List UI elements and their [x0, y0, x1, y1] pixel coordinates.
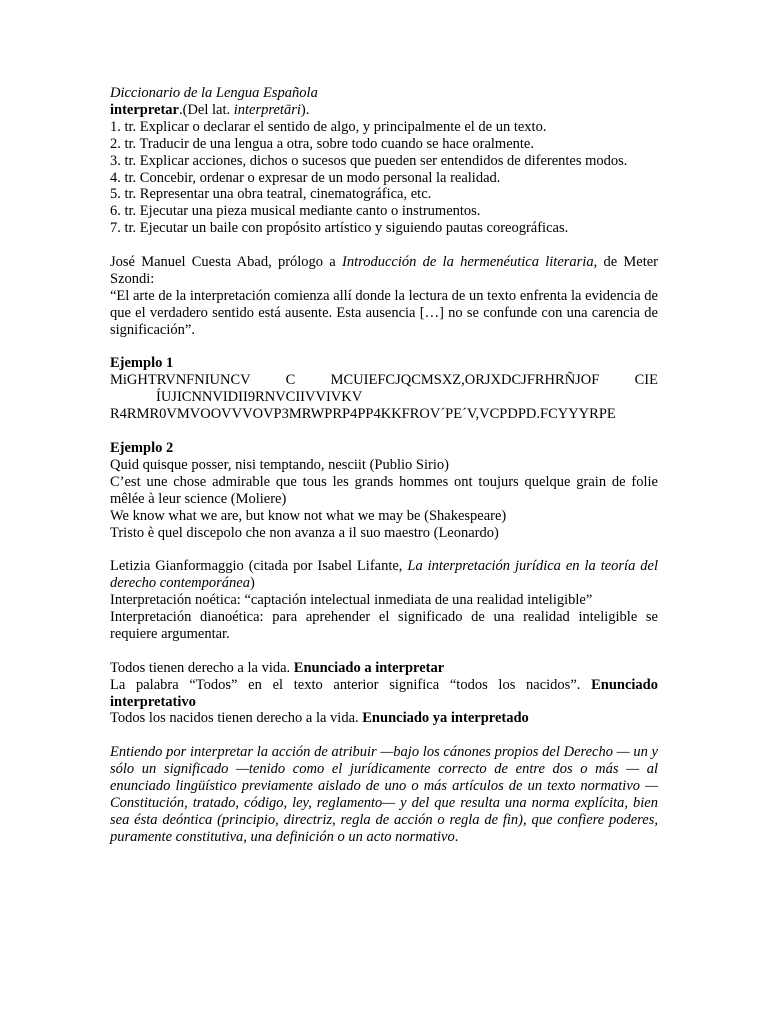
spacer [110, 339, 658, 356]
example-1-line: MiGHTRVNFNIUNCV C MCUIEFCJQCMSXZ,ORJXDCJFRHRÑJOF CIE [110, 372, 658, 389]
example-2-quote: We know what we are, but know not what we may be (Shakespeare) [110, 507, 507, 524]
statement-c-text: Todos los nacidos tienen derecho a la vida. [110, 710, 363, 727]
dictionary-sense: 6. tr. Ejecutar una pieza musical mediante canto o instrumentos. [110, 203, 481, 220]
etymology-post: ). [300, 101, 310, 118]
dictionary-sense: 2. tr. Traducir de una lengua a otra, sobre todo cuando se hace oralmente. [110, 135, 534, 152]
dictionary-source: Diccionario de la Lengua Española [110, 85, 318, 101]
statement-c [110, 710, 658, 727]
spacer [110, 727, 658, 744]
dictionary-entry-head [110, 102, 658, 119]
dictionary-sense: 3. tr. Explicar acciones, dichos o sucesos que pueden ser entendidos de diferentes modos. [110, 152, 628, 169]
spacer [110, 237, 658, 254]
spacer [110, 643, 658, 660]
dictionary-sense: 4. tr. Concebir, ordenar o expresar de un modo personal la realidad. [110, 169, 501, 186]
dictionary-sense: 1. tr. Explicar o declarar el sentido de algo, y principalmente el de un texto. [110, 118, 547, 135]
gianformaggio-source [110, 558, 658, 592]
example-2-title: Ejemplo 2 [110, 439, 174, 456]
statement-b-label: Enunciado interpretativo [110, 676, 658, 710]
document-body [110, 85, 658, 846]
statement-a [110, 660, 658, 677]
spacer [110, 423, 658, 440]
statement-b [110, 677, 658, 711]
interpretation-definition-end: . [454, 828, 459, 845]
example-1-line: R4RMR0VMVOOVVVOVP3MRWPRP4PP4KKFROV´PE´V,VCPDPD.FCYYYRPE [110, 406, 616, 423]
statement-c-label: Enunciado ya interpretado [362, 710, 529, 727]
statement-b-text: La palabra “Todos” en el texto anterior significa “todos los nacidos”. [110, 676, 592, 693]
citation-quote: “El arte de la interpretación comienza allí donde la lectura de un texto enfrenta la evidencia de que el verdadero sentido está ausente. Esta ausencia […] no se confunde con una carencia de significación”. [110, 287, 658, 338]
gianformaggio-tail: ) [250, 575, 255, 592]
citation-author: José Manuel Cuesta Abad, prólogo a [110, 254, 342, 271]
statement-a-text: Todos tienen derecho a la vida. [110, 659, 294, 676]
etymology-pre: .(Del lat. [178, 101, 234, 118]
interpretation-definition [110, 744, 658, 845]
example-1-title: Ejemplo 1 [110, 355, 174, 372]
citation-book-title: Introducción de la hermenéutica literaria [342, 254, 594, 271]
example-1-line: ÍUJICNNVIDII9RNVCIIVVIVKV [156, 389, 363, 406]
dictionary-sense: 7. tr. Ejecutar un baile con propósito artístico y siguiendo pautas coreográficas. [110, 220, 569, 237]
gianformaggio-author: Letizia Gianformaggio (citada por Isabel Lifante, [110, 558, 408, 575]
interpretation-definition-text: Entiendo por interpretar la acción de atribuir —bajo los cánones propios del Derecho — un y sólo un significado —tenido como el jurídicamente correcto de entre dos o más — al enunciado lingüístico previamente aislado de uno o más artículos de un texto normativo —Constitución, tratado, código, ley, reglamento— y del que resulta una norma explícita, bien sea ésta deóntica (principio, directriz, regla de acción o regla de fin), que confiere poderes, puramente constitutiva, una definición o un acto normativo [110, 744, 658, 845]
etymology-word: interpretāri [233, 101, 301, 118]
statement-a-label: Enunciado a interpretar [293, 659, 445, 676]
noetic-definition: Interpretación noética: “captación intelectual inmediata de una realidad inteligible” [110, 592, 593, 609]
example-2-quote: Quid quisque posser, nisi temptando, nesciit (Publio Sirio) [110, 456, 449, 473]
headword: interpretar [110, 101, 179, 118]
example-2-quote: C’est une chose admirable que tous les grands hommes ont toujurs quelque grain de folie mêlée à leur science (Moliere) [110, 473, 658, 507]
dianoetic-definition: Interpretación dianoética: para aprehender el significado de una realidad inteligible se requiere argumentar. [110, 609, 658, 642]
example-2-quote: Tristo è quel discepolo che non avanza a il suo maestro (Leonardo) [110, 524, 499, 541]
citation-tail: , de Meter Szondi: [110, 254, 659, 287]
dictionary-sense: 5. tr. Representar una obra teatral, cinematográfica, etc. [110, 186, 432, 203]
citation-source [110, 254, 658, 288]
spacer [110, 541, 658, 558]
gianformaggio-book-title: La interpretación jurídica en la teoría del derecho contemporánea [110, 558, 658, 592]
